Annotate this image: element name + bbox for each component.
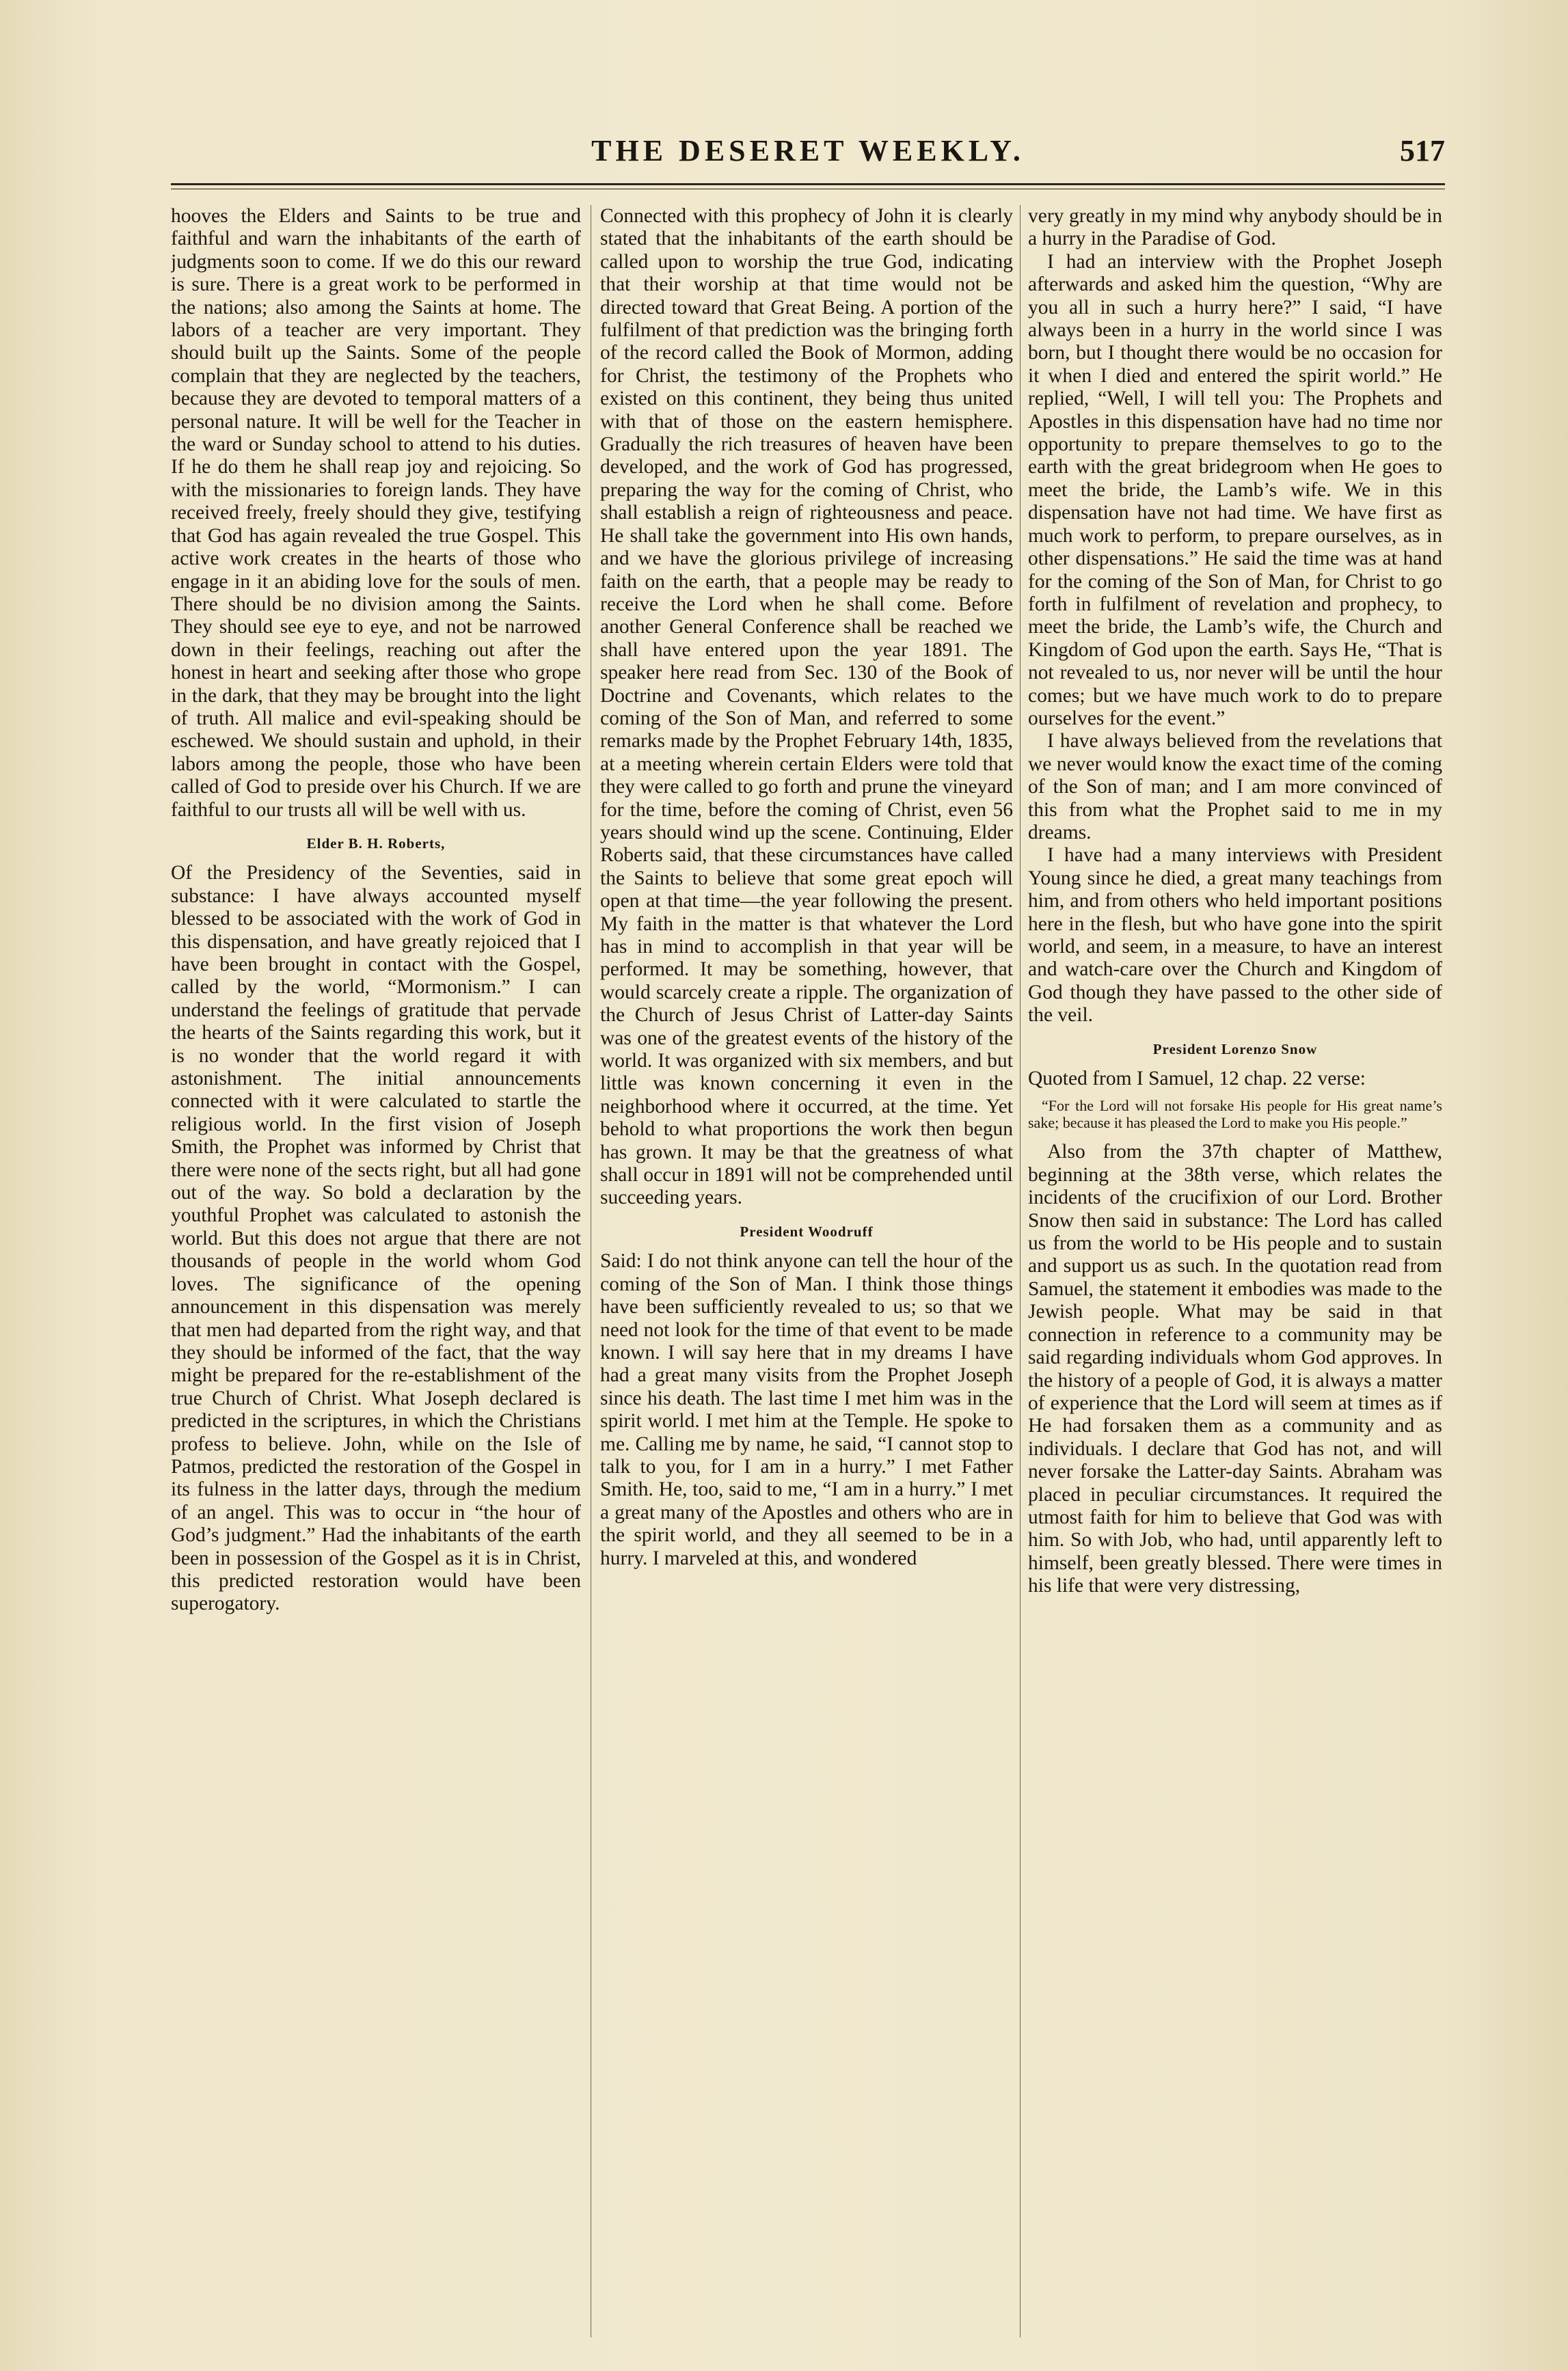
paragraph: hooves the Elders and Saints to be true and faithful and warn the inhabitants of the earth of judgments soon to come. If we do this our reward is sure. There is a great work to be performed in the nations; also among the Saints at home. The labors of a teacher are very important. They should built up the Saints. Some of the people complain that they are neglected by the teachers, because they are devoted to temporal matters of a personal nature. It will be well for the Teacher in the ward or Sunday school to attend to his duties. If he do them he shall reap joy and rejoicing. So with the missionaries to foreign lands. They have received freely, freely should they give, testifying that God has again revealed the true Gospel. This active work creates in the hearts of those who engage in it an abiding love for the souls of men. There should be no division among the Saints. They should see eye to eye, and not be narrowed down in their feelings, reaching out after the honest in heart and seeking after those who grope in the dark, that they may be brought into the light of truth. All malice and evil-speaking should be eschewed. We should sustain and uphold, in their labors among the people, those who have been called of God to preside over his Church. If we are faithful to our trusts all will be well with us. — [171, 205, 581, 821]
column-3 — [1028, 205, 1442, 2338]
paragraph: Of the Presidency of the Seventies, said in substance: I have always accounted myself blessed to be associated with the work of God in this dispensation, and have greatly rejoiced that I have been brought in contact with the Gospel, called by the world, “Mormonism.” I can understand the feelings of gratitude that pervade the hearts of the Saints regarding this work, but it is no wonder that the world regard it with astonishment. The initial announcements connected with it were calculated to startle the religious world. In the first vision of Joseph Smith, the Prophet was informed by Christ that there were none of the sects right, but all had gone out of the way. So bold a declaration by the youthful Prophet was calculated to astonish the world. But this does not argue that there are not thousands of people in the world whom God loves. The significance of the opening announcement in this dispensation was merely that men had departed from the right way, and that they should be informed of the fact, that the way might be prepared for the re-establishment of the true Church of Christ. What Joseph declared is predicted in the scriptures, in which the Christians profess to believe. John, while on the Isle of Patmos, predicted the restoration of the Gospel in its fulness in the latter days, through the medium of an angel. This was to occur in “the hour of God’s judgment.” Had the inhabitants of the earth been in possession of the Gospel as it is in Christ, this predicted restoration would have been superogatory. — [171, 862, 581, 1615]
speaker-heading-woodruff: President Woodruff — [740, 1223, 874, 1240]
paragraph: Connected with this prophecy of John it is clearly stated that the inhabitants of the earth should be called upon to worship the true God, indicating that their worship at that time would not be directed toward that Great Being. A portion of the fulfilment of that prediction was the bringing forth of the record called the Book of Mormon, adding for Christ, the testimony of the Prophets who existed on this continent, they being thus united with that of those on the eastern hemisphere. Gradually the rich treasures of heaven have been developed, and the work of God has progressed, preparing the way for the coming of Christ, who shall establish a reign of righteousness and peace. He shall take the government into His own hands, and we have the glorious privilege of increasing faith on the earth, that a people may be ready to receive the Lord when he shall come. Before another General Conference shall be reached we shall have entered upon the year 1891. The speaker here read from Sec. 130 of the Book of Doctrine and Covenants, which relates to the coming of the Son of Man, and referred to some remarks made by the Prophet February 14th, 1835, at a meeting wherein certain Elders were told that they were called to go forth and prune the vineyard for the time, before the coming of Christ, even 56 years should wind up the scene. Continuing, Elder Roberts said, that these circumstances have called the Saints to believe that some great epoch will open at that time—the year following the present. My faith in the matter is that whatever the Lord has in mind to accomplish in that year will be performed. It may be something, however, that would scarcely create a ripple. The organization of the Church of Jesus Christ of Latter-day Saints was one of the greatest events of the history of the world. It was organized with six members, and but little was known concerning it even in the neighborhood where it occurred, at the time. Yet behold to what proportions the work then begun has grown. It may be that the greatness of what shall occur in 1891 will not be comprehended until succeeding years. — [600, 205, 1013, 1209]
speaker-heading-roberts: Elder B. H. Roberts, — [306, 835, 446, 852]
header-rule-thick — [171, 183, 1445, 185]
page-header — [171, 133, 1445, 181]
page-number: 517 — [1400, 134, 1445, 167]
column-1 — [171, 205, 581, 2338]
column-2 — [600, 205, 1013, 2338]
paragraph: very greatly in my mind why anybody should be in a hurry in the Paradise of God. — [1028, 205, 1442, 250]
paragraph: I have always believed from the revelations that we never would know the exact time of the coming of the Son of man; and I am more convinced of this from what the Prophet said to me in my dreams. — [1028, 730, 1442, 843]
scripture-quote: “For the Lord will not forsake His people for His great name’s sake; because it has pleased the Lord to make you His people.” — [1028, 1097, 1442, 1132]
masthead-title: THE DESERET WEEKLY. — [591, 134, 1025, 167]
paragraph: Quoted from I Samuel, 12 chap. 22 verse: — [1028, 1068, 1366, 1090]
paragraph: Also from the 37th chapter of Matthew, beginning at the 38th verse, which relates the incidents of the crucifixion of our Lord. Brother Snow then said in substance: The Lord has called us from the world to be His people and to sustain and support us as such. In the quotation read from Samuel, the statement it embodies was made to the Jewish people. What may be said in that connection in reference to a community may be said regarding individuals whom God approves. In the history of a people of God, it is always a matter of experience that the Lord will seem at times as if He had forsaken them as a community and as individuals. I declare that God has not, and will never forsake the Latter-day Saints. Abraham was placed in peculiar circumstances. It required the utmost faith for him to believe that God was with him. So with Job, who had, until apparently left to himself, been greatly blessed. There were times in his life that were very distressing, — [1028, 1141, 1442, 1597]
speaker-heading-snow: President Lorenzo Snow — [1152, 1040, 1318, 1057]
paragraph: I had an interview with the Prophet Joseph afterwards and asked him the question, “Why are you all in such a hurry here?” I said, “I have always been in a hurry in the world since I was born, but I thought there would be no occasion for it when I died and entered the spirit world.” He replied, “Well, I will tell you: The Prophets and Apostles in this dispensation have had no time nor opportunity to prepare themselves to go to the earth with the great bridegroom when He goes to meet the bride, the Lamb’s wife. We in this dispensation have not had time. We have first as much work to perform, to prepare ourselves, as in other dispensations.” He said the time was at hand for the coming of the Son of Man, for Christ to go forth in fulfilment of revelation and prophecy, to meet the bride, the Lamb’s wife, the Church and Kingdom of God upon the earth. Says He, “That is not revealed to us, nor never will be until the hour comes; but we have much work to do to prepare ourselves for the event.” — [1028, 250, 1442, 729]
paragraph: Said: I do not think anyone can tell the hour of the coming of the Son of Man. I think those things have been sufficiently revealed to us; so that we need not look for the time of that event to be made known. I will say here that in my dreams I have had a great many visits from the Prophet Joseph since his death. The last time I met him was in the spirit world. I met him at the Temple. He spoke to me. Calling me by name, he said, “I cannot stop to talk to you, for I am in a hurry.” I met Father Smith. He, too, said to me, “I am in a hurry.” I met a great many of the Apostles and others who are in the spirit world, and they all seemed to be in a hurry. I marveled at this, and wondered — [600, 1250, 1013, 1569]
paragraph: I have had a many interviews with President Young since he died, a great many teachings from him, and from others who held important positions here in the flesh, but who have gone into the spirit world, and seem, in a measure, to have an interest and watch-care over the Church and Kingdom of God though they have passed to the other side of the veil. — [1028, 844, 1442, 1027]
